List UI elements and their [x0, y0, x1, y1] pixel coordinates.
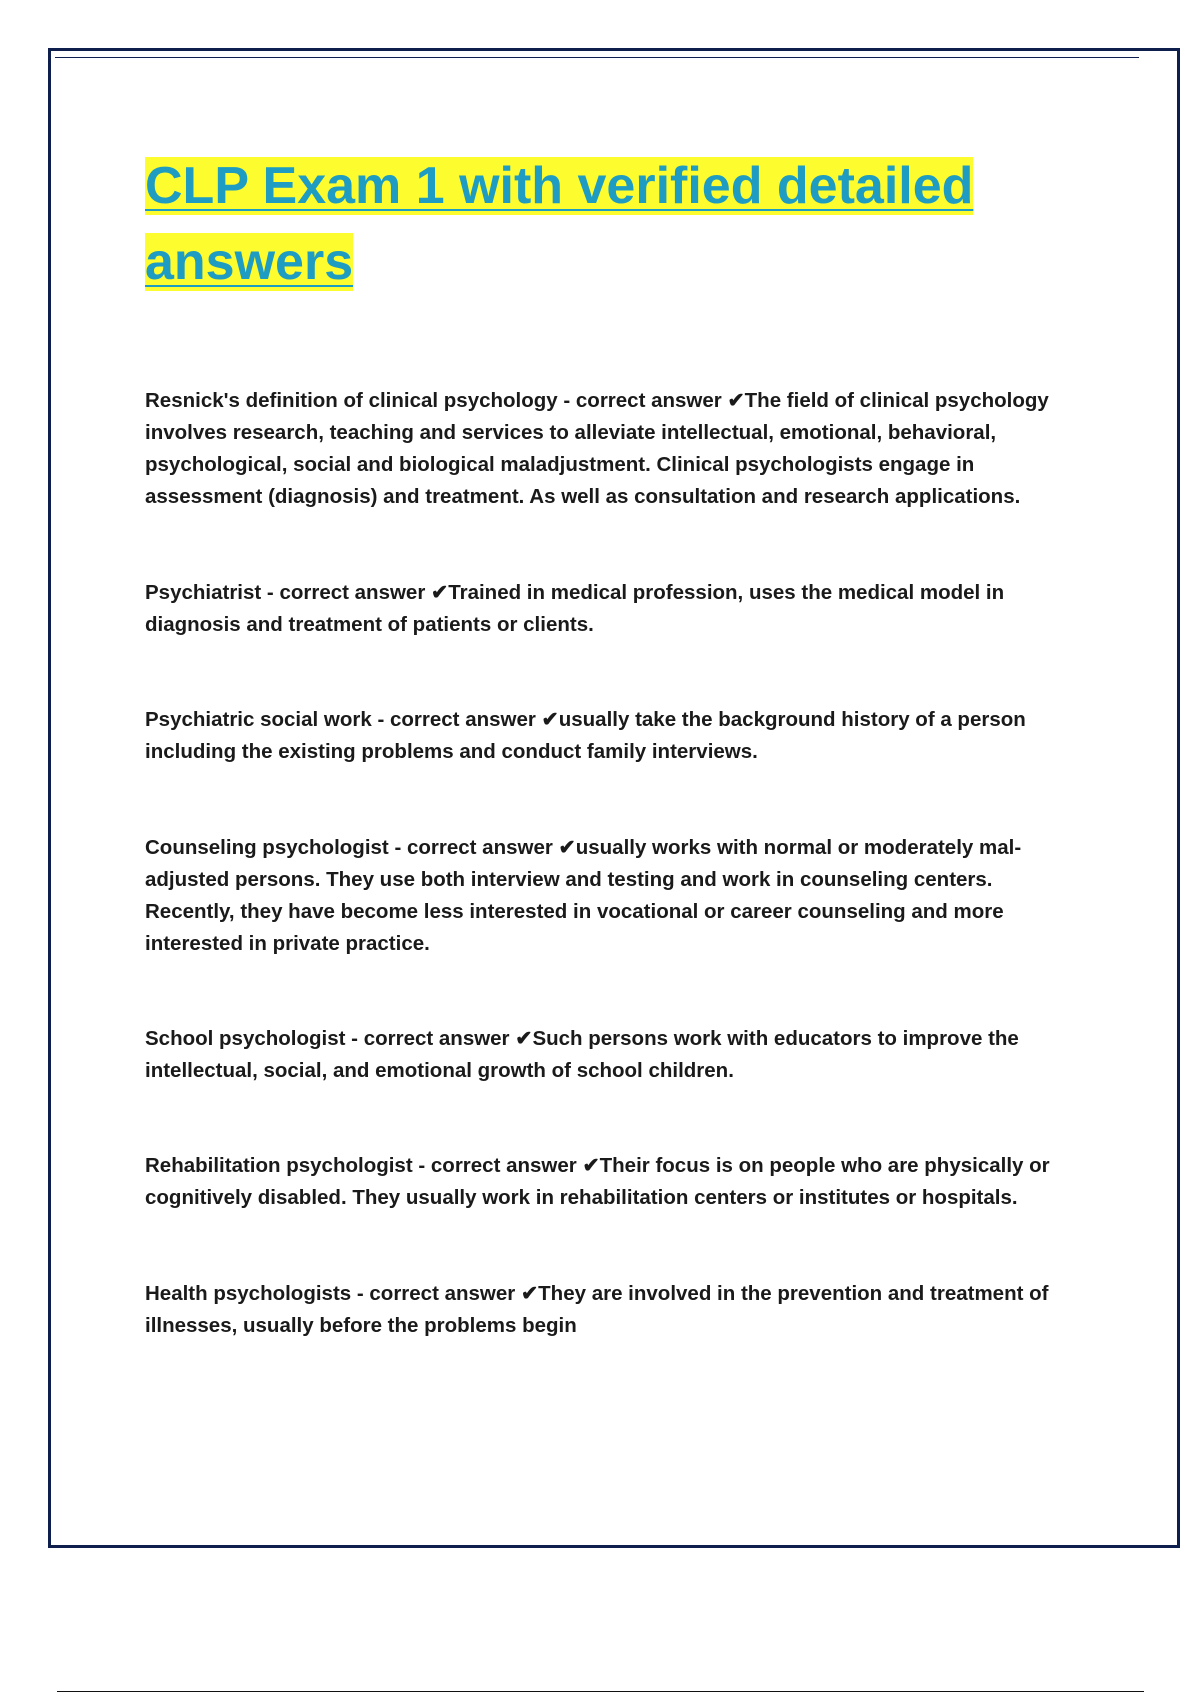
- qa-separator: -: [371, 708, 390, 731]
- qa-answer: usually take the background history of a person including the existing problems and conduct family interviews.: [145, 708, 1026, 763]
- qa-answer: Such persons work with educators to improve the intellectual, social, and emotional growth of school children.: [145, 1027, 1019, 1082]
- qa-item-psychiatrist: [145, 577, 1085, 641]
- qa-answer-prefix: correct answer: [279, 581, 432, 604]
- checkmark-icon: ✔: [520, 1282, 539, 1305]
- qa-item-resnick-definition: [145, 385, 1085, 513]
- checkmark-icon: ✔: [431, 581, 449, 604]
- qa-answer-prefix: correct answer: [575, 389, 728, 412]
- qa-separator: -: [261, 581, 280, 604]
- qa-item-rehabilitation-psychologist: [145, 1150, 1085, 1214]
- qa-answer-prefix: correct answer: [363, 1027, 516, 1050]
- qa-answer-prefix: correct answer: [369, 1282, 521, 1305]
- document-title: [145, 148, 1045, 300]
- qa-separator: -: [412, 1154, 431, 1177]
- qa-item-psychiatric-social-work: [145, 704, 1085, 768]
- qa-separator: -: [351, 1282, 370, 1305]
- bottom-divider-line: [57, 1691, 1144, 1692]
- checkmark-icon: ✔: [515, 1027, 533, 1050]
- qa-separator: -: [388, 836, 407, 859]
- qa-answer: usually works with normal or moderately mal-adjusted persons. They use both interview and testing and work in counseling centers. Recently, they have become less interested in vocational or career counseling and more interested in private practice.: [145, 836, 1022, 955]
- qa-term: Rehabilitation psychologist: [145, 1154, 413, 1177]
- document-title-text: CLP Exam 1 with verified detailed answers: [145, 157, 974, 291]
- qa-answer: They are involved in the prevention and treatment of illnesses, usually before the problems begin: [145, 1282, 1049, 1337]
- qa-item-school-psychologist: [145, 1023, 1085, 1087]
- qa-answer-prefix: correct answer: [430, 1154, 583, 1177]
- checkmark-icon: ✔: [582, 1154, 600, 1177]
- qa-term: School psychologist: [145, 1027, 346, 1050]
- qa-answer: Trained in medical profession, uses the medical model in diagnosis and treatment of patients or clients.: [145, 581, 1005, 636]
- qa-item-health-psychologists: [145, 1278, 1085, 1342]
- qa-answer-prefix: correct answer: [406, 836, 559, 859]
- qa-term: Psychiatrist: [145, 581, 262, 604]
- checkmark-icon: ✔: [727, 389, 745, 412]
- checkmark-icon: ✔: [541, 708, 559, 731]
- qa-separator: -: [557, 389, 576, 412]
- qa-term: Resnick's definition of clinical psychology: [145, 389, 558, 412]
- qa-term: Psychiatric social work: [145, 708, 372, 731]
- qa-separator: -: [345, 1027, 364, 1050]
- qa-answer: Their focus is on people who are physically or cognitively disabled. They usually work in rehabilitation centers or institutes or hospitals.: [145, 1154, 1050, 1209]
- qa-answer-prefix: correct answer: [389, 708, 542, 731]
- qa-term: Counseling psychologist: [145, 836, 389, 859]
- qa-item-counseling-psychologist: [145, 832, 1085, 960]
- top-divider-line: [55, 57, 1139, 58]
- qa-term: Health psychologists: [145, 1282, 352, 1305]
- checkmark-icon: ✔: [558, 836, 576, 859]
- qa-answer: The field of clinical psychology involves research, teaching and services to alleviate intellectual, emotional, behavioral, psychological, social and biological maladjustment. Clinical psychologists engage in assessment (diagnosis) and treatment. As well as consultation and research applications.: [145, 389, 1049, 508]
